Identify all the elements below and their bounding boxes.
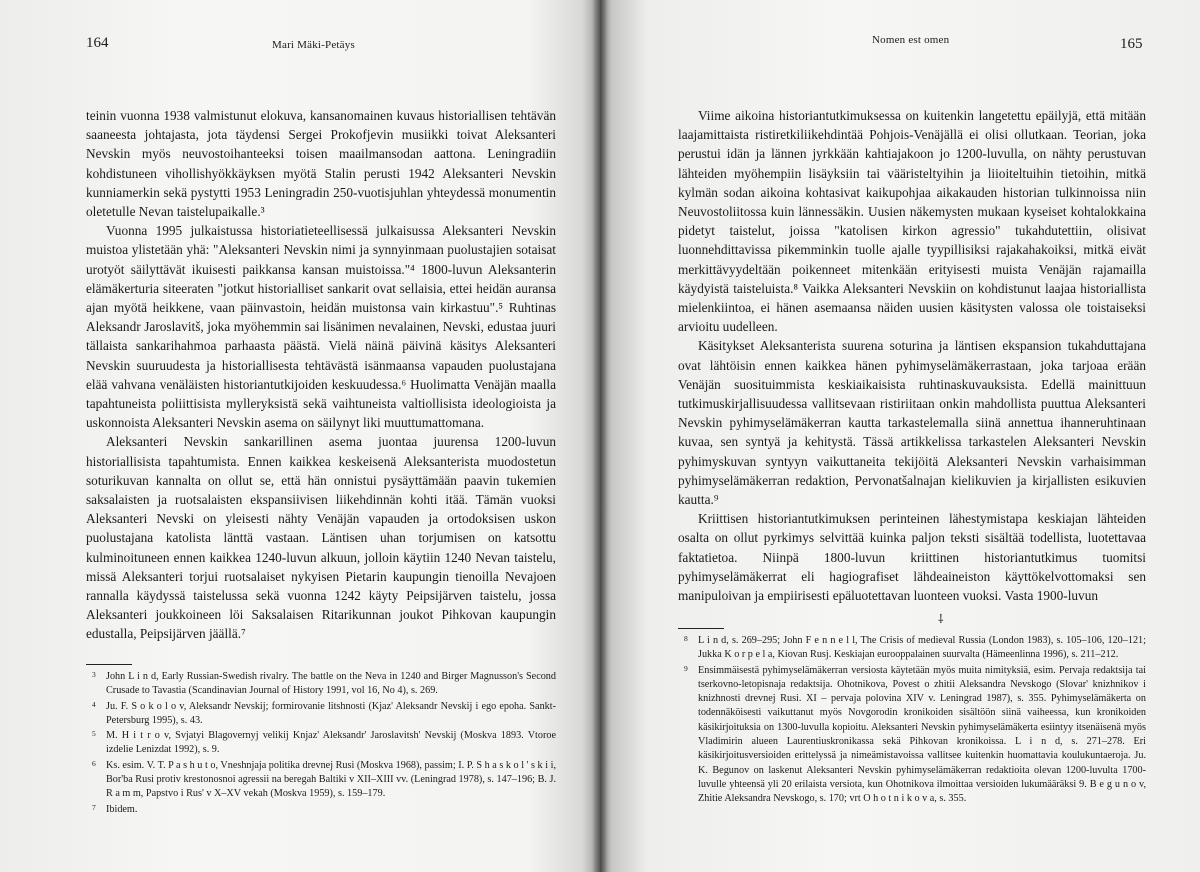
- paragraph: Käsitykset Aleksanterista suurena soturina ja läntisen ekspansion tukahduttajana ovat lähtöisin ennen kaikkea hänen pyhimyselämäkerrastaan, joka tarjoaa erään Venäjän suosituimmista keskiaikaisista ruhtinaskuvauksista. Edellä mainittuun tutkimuskirjallisuudessa vallitsevaan ristiriitaan onkin mahdollista puuttua Aleksanteri Nevskin pyhimyselämäkerran kautta tarkastelemalla siinä annettua ihanneruhtinaan kuvaa, sen syntyä ja kehitystä. Tässä artikkelissa tarkastelen Aleksanteri Nevskin pyhimyskuvan syntyyn vaikuttaneita tekijöitä Aleksanteri Nevskin varhaisimman pyhimyselämäkerran redaktion, Pervonatšalnajan kielikuvien ja kirjallisten esikuvien kautta.⁹: [678, 338, 1146, 508]
- page-number: 164: [86, 35, 109, 51]
- footnote-text: Ensimmäisestä pyhimyselämäkerran versiosta käytetään myös muita nimityksiä, esim. Pervaja redaktsija tai tserkovno-letopisnaja redaktsija. Ohotnikova, Povest o zhitii Aleksandra Nevskogo (Slovar' knizhnikov i knizhnosti drevnej Rusi. XI – pervaja polovina XIV v. Leningrad 1987), s. 355. Pyhimyselämäkerta on todennäköisesti vaikuttanut myös Novgorodin kronikoiden sisältöön siinä vaiheessa, kun kronikoiden käsikirjoituksia on 1300-luvulla kopioitu. Aleksanteri Nevskin pyhimyselämäkerta esiintyy itsenäisenä myös Vladimirin alueen Laurentiuskronikassa sekä Pihkovan kronikoissa. L i n d, s. 271–278. Eri käsikirjoitusversioiden erittelyssä ja nimeämistavoissa vallitsee kuitenkin huomattavia koulukuntaeroja. Ju. K. Begunov on laskenut Aleksanteri Nevskin pyhimyselämäkerran redaktioita olevan 1200-luvulta 1700-luvulle yhteensä yli 20 erilaista versiota, kun Ohotnikova ilmoittaa versioiden lukumääräksi 9. B e g u n o v, Zhitie Aleksandra Nevskogo, s. 170; vrt O h o t n i k o v a, s. 355.: [698, 664, 1146, 805]
- footnote-text: M. H i t r o v, Svjatyi Blagovernyj velikij Knjaz' Aleksandr' Jaroslavitsh' Nevskij (Moskva 1893. Vtoroe izdelie Lenizdat 1992), s. 9.: [106, 730, 556, 756]
- footnotes: [86, 670, 556, 818]
- footnote: [86, 670, 556, 699]
- footnote-mark: 6: [92, 758, 96, 768]
- footnote-mark: 9: [684, 663, 688, 673]
- stray-mark: ⸸: [938, 612, 944, 626]
- right-page: [600, 0, 1200, 872]
- footnote-mark: 5: [92, 729, 96, 739]
- running-head: Nomen est omen: [872, 34, 950, 46]
- footnote-mark: 8: [684, 634, 688, 643]
- footnote: [86, 729, 556, 758]
- footnote: [678, 664, 1146, 807]
- footnote: [86, 700, 556, 729]
- footnote: [86, 759, 556, 802]
- footnote: [86, 803, 556, 817]
- footnote-mark: 3: [92, 670, 96, 679]
- footnote-rule: [678, 628, 724, 629]
- footnote-mark: 4: [92, 699, 96, 709]
- paragraph: teinin vuonna 1938 valmistunut elokuva, kansanomainen kuvaus historiallisen tehtävän saaneesta johtajasta, jota täydensi Sergei Prokofjevin musiikki toivat Aleksanteri Nevskin myös neuvostoihanteeksi toisen maailmansodan aattona. Leningradiin kohdistuneen vihollishyökkäyksen myötä Stalin perusti 1942 Aleksanteri Nevskin kunniamerkin sekä pystytti 1953 Leningradin 250-vuotisjuhlan yhteydessä monumentin oletetulle Nevan taistelupaikalle.³: [86, 108, 556, 220]
- footnote-mark: 7: [92, 802, 96, 812]
- page-number: 165: [1120, 36, 1143, 52]
- footnotes: [678, 634, 1146, 808]
- footnote-text: Ibidem.: [106, 803, 138, 815]
- footnote-text: John L i n d, Early Russian-Swedish rivalry. The battle on the Neva in 1240 and Birger Magnusson's Second Crusade to Tavastia (Scandinavian Journal of History 1991, vol 16, No 4), s. 269.: [106, 671, 556, 697]
- footnote-text: Ks. esim. V. T. P a s h u t o, Vneshnjaja politika drevnej Rusi (Moskva 1968), passim; I. P. S h a s k o l ' s k i i, Bor'ba Rusi protiv krestonosnoi agressii na beregah Baltiki v XII–XIII vv. (Leningrad 1978), s. 147–196; B. J. R a m m, Papstvo i Rus' v X–XV vekah (Moskva 1959), s. 159–179.: [106, 759, 556, 800]
- running-head: Mari Mäki-Petäys: [272, 39, 355, 51]
- paragraph: Viime aikoina historiantutkimuksessa on kuitenkin langetettu epäilyjä, että mitään laajamittaista ristiretkiliikehdintää Pohjois-Venäjällä ei olisi ollutkaan. Teorian, joka perustui idän ja lännen jyrkkään kahtiajakoon jo 1200-luvulla, on nähty perustuvan lähteiden myöhempiin lisäyksiin tai vääristeltyihin ja liioiteltuihin tietoihin, mitkä kylmän sodan aikoina kohtasivat kaikupohjaa aikakauden historian tulkinnoissa niin Neuvostoliitossa kuin lännessäkin. Uusien näkemysten mukaan kyseiset kohtalokkaina pidetyt taistelut, joissa "katolisen kirkon agressio" tukahdutettiin, olisivat luonnehdittavissa pikemminkin tuolle ajalle tyypillisiksi rajakahakoiksi, mitkä eivät merkittävyydeltään poikenneet mitenkään erityisesti muista Venäjän rajamailla käydyistä taisteluista.⁸ Vaikka Aleksanteri Nevskiin on kohdistunut laajaa historiallista mielenkiintoa, ei hänen asemaansa näiden uusien käsitysten valossa ole toistaiseksi arvioitu uudelleen.: [678, 108, 1146, 335]
- book-spine-shadow: [592, 0, 608, 872]
- paragraph: Kriittisen historiantutkimuksen perinteinen lähestymistapa keskiajan lähteiden osalta on ollut pyrkimys selvittää kuinka paljon teksti sisältää todellista, luotettavaa faktatietoa. Niinpä 1800-luvun kriittinen historiantutkimus tuomitsi pyhimyselämäkerrat eli hagiografiset lähdeaineiston käyttökelvottomaksi sen manipuloivan ja empiirisesti epäluotettavan luonteen vuoksi. Vasta 1900-luvun: [678, 511, 1146, 604]
- footnote: [678, 634, 1146, 663]
- footnote-rule: [86, 664, 132, 665]
- body-text: [86, 106, 556, 644]
- footnote-text: Ju. F. S o k o l o v, Aleksandr Nevskij; formirovanie litshnosti (Kjaz' Aleksandr Nevskij i ego epoha. Sankt-Petersburg 1995), s. 43.: [106, 700, 556, 726]
- body-text: [678, 106, 1146, 605]
- footnote-text: L i n d, s. 269–295; John F e n n e l l, The Crisis of medieval Russia (London 1983), s. 105–106, 120–121; Jukka K o r p e l a, Kiovan Rusj. Keskiajan eurooppalainen suurvalta (Hämeenlinna 1996), s. 211–212.: [698, 635, 1146, 661]
- paragraph: Vuonna 1995 julkaistussa historiatieteellisessä julkaisussa Aleksanteri Nevskin muistoa ylistetään yhä: "Aleksanteri Nevskin nimi ja synnyinmaan puolustajien sotaisat urotyöt säilyttävät ikuisesti paikkansa kansan muistoissa."⁴ 1800-luvun Aleksanterin elämäkerturia siteeraten "jotkut historialliset sankarit ovat sellaisia, ettei heidän auransa ajan myötä heikkene, vaan päinvastoin, heidän muistonsa vain kirkastuu".⁵ Ruhtinas Aleksandr Jaroslavitš, joka myöhemmin sai lisänimen nevalainen, Nevski, edustaa juuri tällaista sankarihahmoa parhaasta päästä. Vielä näinä päivinä käsitys Aleksanteri Nevskin suuruudesta ja historiallisesta tehtävästä isänmaansa vapauden puolustajana elää vahvana venäläisten historiantutkijoiden keskuudessa.⁶ Huolimatta Venäjän maalla tapahtuneista poliittisista mylleryksistä sekä vaihtuneista valtiollisista ideologioista ja uskonnoista Aleksanteri Nevskin asema on säilynyt liki muuttumattomana.: [86, 223, 556, 431]
- paragraph: Aleksanteri Nevskin sankarillinen asema juontaa juurensa 1200-luvun historiallisista tapahtumista. Ennen kaikkea keskeisenä Aleksanterista muodostetun soturikuvan kannalta on ollut se, että hän onnistui pysäyttämään paavin tukemien saksalaisten ja ruotsalaisten ekspansiivisen liikehdinnän kohti itää. Tämän vuoksi Aleksanteri Nevski on yleisesti nähty Venäjän vapauden ja ortodoksisen uskon puolustajana katolista länttä vastaan. Läntisen uhan torjumisen on katsottu kulminoituneen ennen kaikkea 1240-luvun alkuun, jolloin käytiin 1240 Nevan taistelu, missä Aleksanteri torjui ruotsalaiset nykyisen Pietarin kaupungin tienoilla Nevajoen rannalla käydyssä taistelussa sekä vuonna 1242 käyty Peipsijärven taistelu, jossa Aleksanteri joukkoineen löi Saksalaisen Ritarikunnan joukot Pihkovan kaupungin edustalla, Peipsijärven jäällä.⁷: [86, 434, 556, 642]
